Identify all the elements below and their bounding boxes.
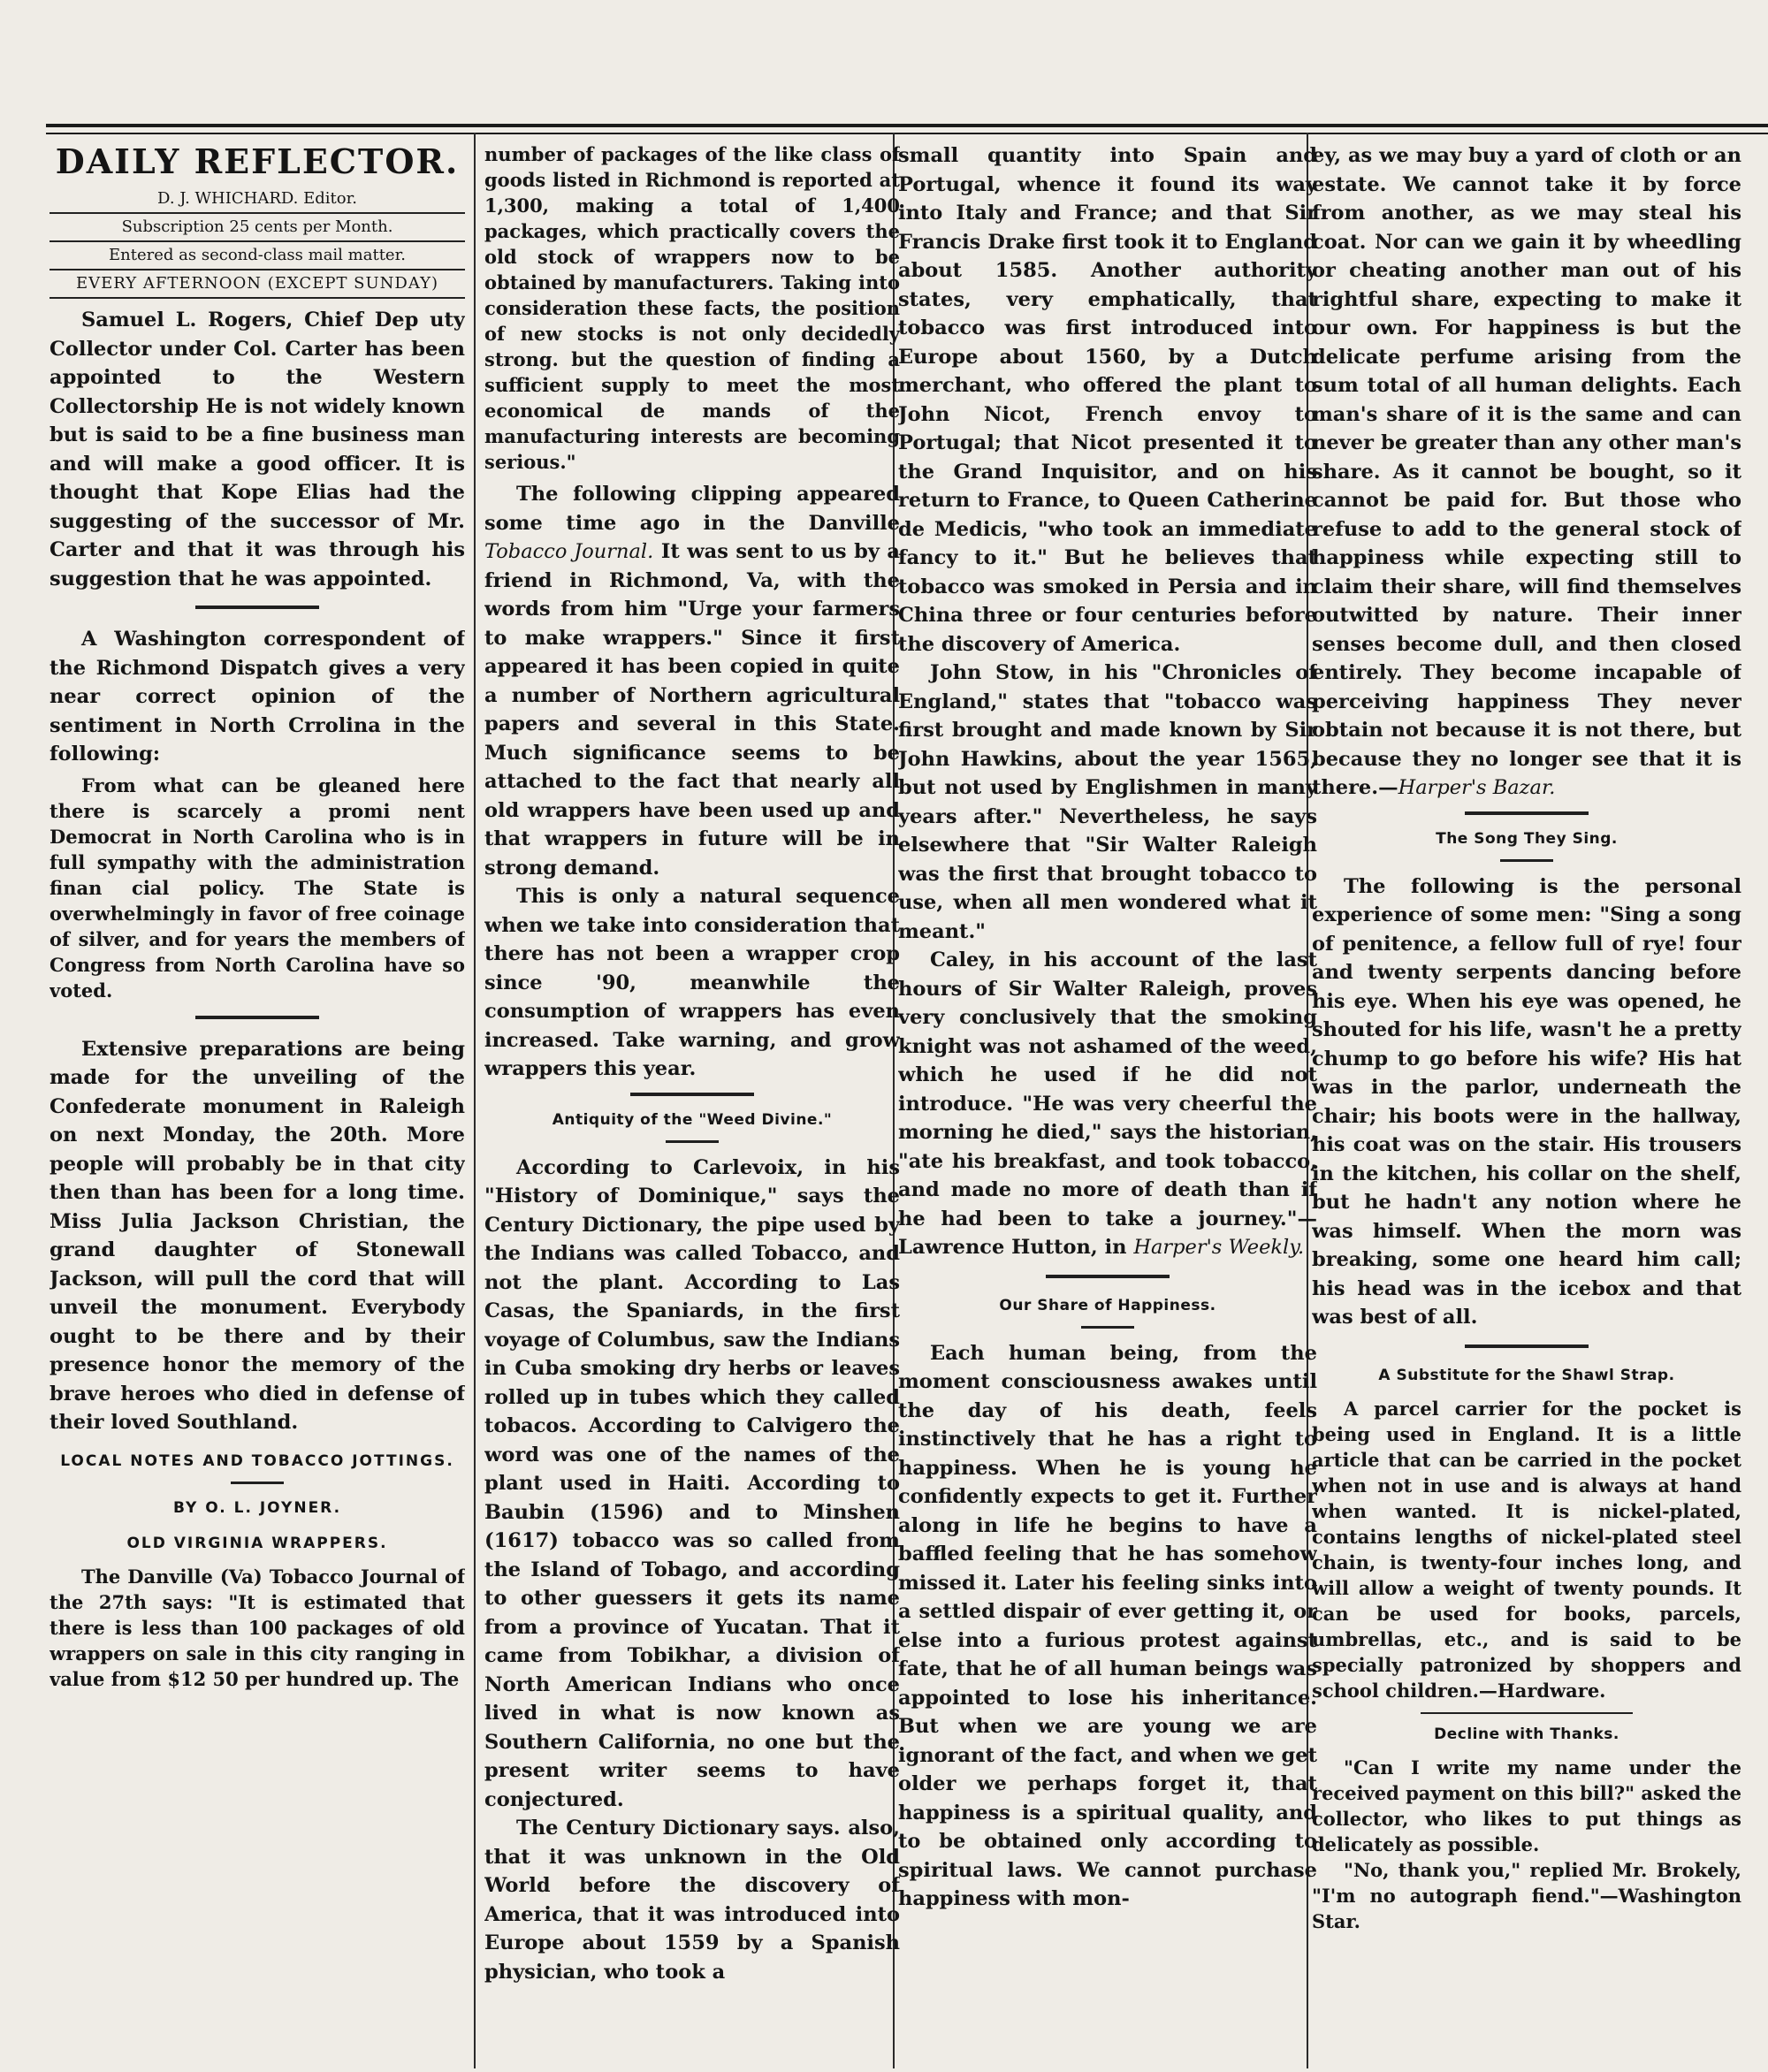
column-4 [1312,141,1741,2068]
article-rogers: Samuel L. Rogers, Chief Dep uty Collector under Col. Carter has been appointed to the Western Collectorship He is not widely known but is said to be a fine business man and will make a good officer. It is thought that Kope Elias had the suggesting of the successor of Mr. Carter and that it was through his suggestion that he was appointed. [50,309,465,590]
article-caley [898,946,1317,1262]
happiness-heading: Our Share of Happiness. [999,1296,1216,1314]
column-3 [898,141,1317,2068]
antiquity-heading: Antiquity of the "Weed Divine." [552,1110,833,1129]
wrappers-heading: OLD VIRGINIA WRAPPERS. [126,1534,388,1552]
happiness-cont-text: ey, as we may buy a yard of cloth or an estate. We cannot take it by force from another, as we may steal his coat. Nor can we gain it by wheedling or cheating another man out of his rightful share, expecting to make it our own. For happiness is but the delicate perfume arising from the sum total of all human delights. Each man's share of it is the same and can never be greater than any other man's share. As it cannot be bought, so it cannot be paid for. But those who refuse to add to the general stock of happiness while expecting still to claim their share, will find themselves outwitted by nature. Their inner senses become dull, and then closed entirely. They become incapable of perceiving happiness They never obtain not because it is not there, but because they no longer see that it is there.— [1312,144,1741,799]
article-century: The Century Dictionary says. also, that it was unknown in the Old World before the discovery of America, that it was introduced into Europe about 1559 by a Spanish physician, who took a [484,1817,900,1984]
article-decline-a: "No, thank you," replied Mr. Brokely, "I'm no autograph fiend."—Washington Star. [1312,1858,1741,1932]
article-wrappers-cont: number of packages of the like class of goods listed in Richmond is reported at 1,300, making a total of 1,400 packages, which practically covers the old stock of wrappers now to be obtained by manufacturers. Taking into consideration these facts, the position of new stocks is not only decidedly strong. but the question of finding a sufficient supply to meet the most economical de mands of the manufacturing interests are becoming serious." [484,143,900,473]
top-rule-thin [46,133,1768,134]
clipping-journal-name: Tobacco Journal. [484,540,654,563]
separator-rule [1500,859,1553,862]
clipping-text-b: It was sent to us by a friend in Richmond, Va, with the words from him "Urge your farmers to make wrappers." Since it first appeared it has been copied in quite a number of Northern agricultural papers and several in this State. Much significance seems to be attached to the fact that nearly all old wrappers have been used up and that wrappers in future will be in strong demand. [484,540,900,880]
article-antiquity: According to Carlevoix, in his "History of Dominique," says the Century Dictionary, the pipe used by the Indians was called Tobacco, and not the plant. According to Las Casas, the Spaniards, in the first voyage of Columbus, saw the Indians in Cuba smoking dry herbs or leaves rolled up in tubes which they called tobacos. According to Calvigero the word was one of the names of the plant used in Haiti. According to Baubin (1596) and to Minshen (1617) tobacco was so called from the Island of Tobago, and according to other guessers it gets its name from a province of Yucatan. That it came from Tobikhar, a division of North American Indians who once lived in what is now known as Southern California, no one but the present writer seems to have conjectured. [484,1155,900,1811]
article-stow: John Stow, in his "Chronicles of England," states that "tobacco was first brought and made known by Sir John Hawkins, about the year 1565, but not used by Englishmen in many years after." Nevertheless, he says elsewhere that "Sir Walter Raleigh was the first that brought tobacco to use, when all men wondered what it meant." [898,661,1317,943]
article-tobacco-history: small quantity into Spain and Portugal, whence it found its way into Italy and France; and that Sir Francis Drake first took it to England about 1585. Another authority states, very emphatically, that tobacco was first introduced into Europe about 1560, by a Dutch merchant, who offered the plant to John Nicot, French envoy to Portugal; that Nicot presented it to the Grand Inquisitor, and on his return to France, to Queen Catherine de Medicis, "who took an immediate fancy to it." But he believes that tobacco was smoked in Persia and in China three or four centuries before the discovery of America. [898,144,1317,656]
separator-rule [1081,1326,1134,1329]
shawl-heading: A Substitute for the Shawl Strap. [1378,1366,1675,1384]
quote-sentiment: From what can be gleaned here there is scarcely a promi nent Democrat in North Carolina who is in full sympathy with the administration finan cial policy. The State is overwhelmingly in favor of free coinage of silver, and for years the members of Congress from North Carolina have so voted. [50,773,465,1002]
article-happiness: Each human being, from the moment consciousness awakes until the day of his death, feels instinctively that he has a right to happiness. When he is young he confidently expects to get it. Further along in life he begins to have a baffled feeling that he has somehow missed it. Later his feeling sinks into a settled dispair of ever getting it, or else into a furious protest against fate, that he of all human beings was appointed to lose his inheritance. But when we are young we are ignorant of the fact, and when we get older we perhaps forget it, that happiness is a spiritual quality, and to be obtained only according to spiritual laws. We cannot purchase happiness with mon- [898,1341,1317,1910]
separator-rule [1465,811,1589,815]
separator-rule [231,1482,284,1484]
article-sequence: This is only a natural sequence when we take into consideration that there has not been a wrapper crop since '90, meanwhile the consumption of wrappers has even increased. Take warning, and grow wrappers this year. [484,885,900,1080]
article-song: The following is the personal experience of some men: "Sing a song of penitence, a fellow full of rye! four and twenty serpents dancing before his eye. When his eye was opened, he shouted for his life, wasn't he a pretty chump to go before his wife? His hat was in the parlor, underneath the chair; his boots were in the hallway, his coat was on the stair. His trousers in the kitchen, his collar on the shelf, but he hadn't any notion where he was himself. When the morn was breaking, some one heard him call; his head was in the icebox and that was best of all. [1312,874,1741,1329]
masthead [50,141,465,299]
masthead-entered: Entered as second-class mail matter. [50,240,465,269]
separator-rule [630,1093,754,1096]
masthead-title: DAILY REFLECTOR. [55,141,460,181]
article-monument: Extensive preparations are being made for the unveiling of the Confederate monument in Raleigh on next Monday, the 20th. More people will probably be in that city then than has been for a long time. Miss Julia Jackson Christian, the grand daughter of Stonewall Jackson, will pull the cord that will unveil the monument. Everybody ought to be there and by their presence honor the memory of the brave heroes who died in defense of their loved Southland. [50,1037,465,1434]
local-notes-heading: LOCAL NOTES AND TOBACCO JOTTINGS. [60,1451,454,1470]
byline: BY O. L. JOYNER. [172,1498,342,1517]
separator-rule [1465,1345,1589,1348]
top-rule-thick [46,124,1768,127]
article-clipping [484,480,900,882]
masthead-subscription: Subscription 25 cents per Month. [50,212,465,240]
column-rule [474,133,476,2068]
caley-source: Harper's Weekly. [1133,1236,1305,1259]
separator-rule [1046,1275,1170,1278]
separator-rule [666,1140,719,1143]
column-2 [484,141,900,2068]
separator-rule [1421,1712,1633,1714]
separator-rule [195,1016,319,1019]
separator-rule [195,606,319,609]
article-wrappers: The Danville (Va) Tobacco Journal of the 27th says: "It is estimated that there is less than 100 packages of old wrappers on sale in this city ranging in value from $12 50 per hundred up. The [50,1565,465,1690]
column-1 [50,141,465,2068]
article-shawl: A parcel carrier for the pocket is being used in England. It is a little article that can be carried in the pocket when not in use and is always at hand when wanted. It is nickel-plated, contains lengths of nickel-plated steel chain, is twenty-four inches long, and will allow a weight of twenty pounds. It can be used for books, parcels, umbrellas, etc., and is said to be specially patronized by shoppers and school children.—Hardware. [1312,1397,1741,1702]
masthead-editor: D. J. WHICHARD. Editor. [157,189,357,208]
article-decline-q: "Can I write my name under the received payment on this bill?" asked the collector, who likes to put things as delicately as possible. [1312,1756,1741,1855]
song-heading: The Song They Sing. [1436,829,1618,848]
decline-heading: Decline with Thanks. [1434,1725,1619,1743]
article-washington: A Washington correspondent of the Richmond Dispatch gives a very near correct opinion of the sentiment in North Crrolina in the following: [50,628,465,766]
article-happiness-cont [1312,141,1741,803]
clipping-text-a: The following clipping appeared some time ago in the Danville [484,483,900,535]
masthead-schedule: EVERY AFTERNOON (EXCEPT SUNDAY) [50,269,465,299]
caley-text: Caley, in his account of the last hours of Sir Walter Raleigh, proves very conclusively that the smoking knight was not ashamed of the weed, which he used if he did not introduce. "He was very cheerful the morning he died," says the historian, "ate his breakfast, and took tobacco, and made no more of death than if he had been to take a journey."—Lawrence Hutton, in [898,948,1317,1259]
happiness-source: Harper's Bazar. [1398,776,1556,799]
